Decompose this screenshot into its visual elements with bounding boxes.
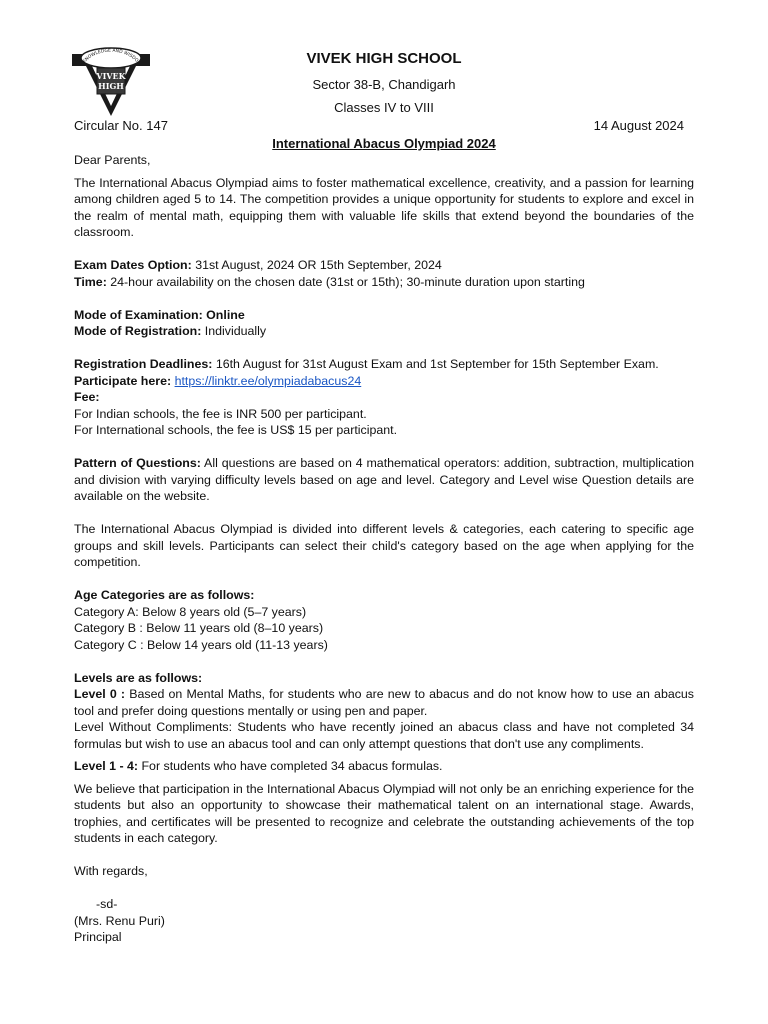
circular-body xyxy=(74,152,694,946)
signatory-title: Principal xyxy=(74,930,122,944)
category-item: Category C : Below 14 years old (11-13 years) xyxy=(74,637,328,652)
closing-paragraph: We believe that participation in the International Abacus Olympiad will not only be an enriching experience for the students but also an opportunity to showcase their mathematical talent on an international stage. Awards, trophies, and certificates will be presented to recognize and celebrate the outstanding achievements of the top students in each category. xyxy=(74,781,694,845)
participate-label: Participate here: xyxy=(74,373,172,388)
school-classes: Classes IV to VIII xyxy=(334,100,434,115)
circular-number: Circular No. 147 xyxy=(74,118,168,133)
level-1-4-value: For students who have completed 34 abacus formulas. xyxy=(138,759,443,773)
participate-link[interactable]: https://linktr.ee/olympiadabacus24 xyxy=(174,373,362,388)
category-item: Category A: Below 8 years old (5–7 years) xyxy=(74,604,307,619)
time-value: 24-hour availability on the chosen date (31st or 15th); 30-minute duration upon starting xyxy=(106,274,585,289)
regards-line: With regards, xyxy=(74,864,148,878)
age-categories-heading xyxy=(74,587,694,604)
age-categories-label: Age Categories are as follows: xyxy=(74,588,255,602)
registration-deadline-value: 16th August for 31st August Exam and 1st September for 15th September Exam. xyxy=(212,357,659,371)
fee-international: For International schools, the fee is US$ 15 per participant. xyxy=(74,423,398,437)
circular-date: 14 August 2024 xyxy=(593,118,684,133)
exam-dates-line xyxy=(74,257,694,274)
svg-text:KNOWLEDGE AND WISDOM: KNOWLEDGE AND WISDOM xyxy=(82,48,142,67)
signature: -sd- xyxy=(96,897,118,911)
mode-registration-value: Individually xyxy=(201,324,267,338)
signatory-name: (Mrs. Renu Puri) xyxy=(74,913,165,928)
mode-registration-label: Mode of Registration: xyxy=(74,324,202,338)
registration-deadline-line xyxy=(74,356,694,373)
registration-deadline-label: Registration Deadlines: xyxy=(74,357,213,371)
category-item: Category B : Below 11 years old (8–10 years) xyxy=(74,621,324,635)
svg-text:VIVEK: VIVEK xyxy=(96,71,126,81)
pattern-value: All questions are based on 4 mathematical operators: addition, subtraction, multiplication and division with varying difficulty levels based on age and level. Category and Level wise Question details are available on the website. xyxy=(74,456,694,503)
pattern-label: Pattern of Questions: xyxy=(74,456,201,470)
mode-exam-line xyxy=(74,307,694,324)
svg-text:HIGH: HIGH xyxy=(98,81,124,91)
mode-exam-text: Mode of Examination: Online xyxy=(74,307,245,322)
exam-dates-label: Exam Dates Option: xyxy=(74,258,192,272)
levels-label: Levels are as follows: xyxy=(74,670,203,685)
time-label: Time: xyxy=(74,274,107,289)
levels-intro-paragraph: The International Abacus Olympiad is divided into different levels & categories, each catering to specific age groups and skill levels. Participants can select their child's category based on the age when applying for the competition. xyxy=(74,522,694,569)
fee-indian: For Indian schools, the fee is INR 500 per participant. xyxy=(74,406,367,421)
level-1-4-label: Level 1 - 4: xyxy=(74,759,139,773)
salutation: Dear Parents, xyxy=(74,153,151,167)
level-1-4-line xyxy=(74,758,694,775)
school-name: VIVEK HIGH SCHOOL xyxy=(306,50,462,67)
circular-meta-row xyxy=(74,118,684,136)
level-0-value: Based on Mental Maths, for students who are new to abacus and do not know how to use an abacus tool and prefer doing questions mentally or using pen and paper. xyxy=(74,687,695,718)
level-0-label: Level 0 : xyxy=(74,687,126,701)
circular-title: International Abacus Olympiad 2024 xyxy=(272,136,496,151)
fee-heading xyxy=(74,389,694,406)
time-line xyxy=(74,274,694,291)
participate-line xyxy=(74,373,694,390)
pattern-paragraph xyxy=(74,455,694,505)
mode-registration-line xyxy=(74,323,694,340)
fee-label: Fee: xyxy=(74,390,100,404)
level-0-paragraph xyxy=(74,686,694,719)
intro-paragraph: The International Abacus Olympiad aims to foster mathematical excellence, creativity, and a passion for learning among children aged 5 to 14. The competition provides a unique opportunity for students to explore and excel in the realm of mental math, equipping them with valuable life skills that extend beyond the boundaries of the classroom. xyxy=(74,175,694,239)
school-address: Sector 38-B, Chandigarh xyxy=(312,77,456,92)
level-without-compliments: Level Without Compliments: Students who have recently joined an abacus class and have not completed 34 formulas but wish to use an abacus tool and can only attempt questions that don't use any compliments. xyxy=(74,720,694,751)
exam-dates-value: 31st August, 2024 OR 15th September, 2024 xyxy=(191,258,442,272)
levels-heading xyxy=(74,670,694,687)
